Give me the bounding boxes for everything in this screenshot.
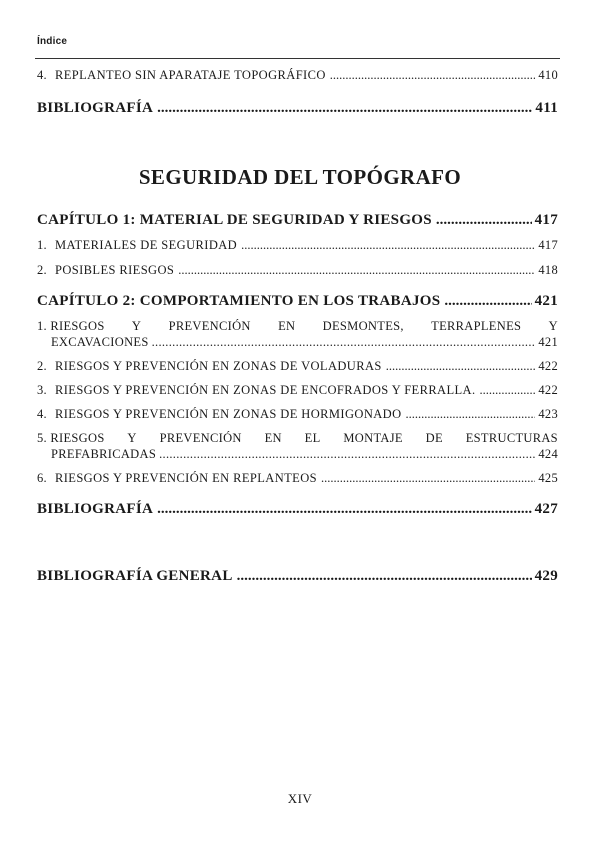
toc-entry-title: MATERIALES DE SEGURIDAD xyxy=(54,238,238,252)
toc-entry-bibliography[interactable] xyxy=(37,501,558,518)
toc-entry-number: 2. xyxy=(37,263,47,277)
toc-entry-page: 417 xyxy=(538,238,558,252)
chapter-page: 417 xyxy=(534,212,558,228)
word: 5. RIESGOS xyxy=(37,431,105,445)
dot-leader xyxy=(157,501,531,518)
toc-entry-page: 425 xyxy=(538,471,558,485)
toc-entry-riesgos[interactable] xyxy=(37,263,558,278)
toc-entry-page: 422 xyxy=(538,359,558,373)
dot-leader xyxy=(406,407,536,422)
word: Y xyxy=(548,319,558,333)
word: EN xyxy=(278,319,296,333)
toc-entry-title: REPLANTEO SIN APARATAJE TOPOGRÁFICO xyxy=(54,68,326,82)
toc-entry-title-line1 xyxy=(37,319,558,334)
toc-entry-number: 6. xyxy=(37,471,47,485)
toc-entry-title-continuation: PREFABRICADAS xyxy=(51,447,157,461)
toc-entry-page: 421 xyxy=(538,335,558,349)
toc-entry-replanteo[interactable] xyxy=(37,68,558,83)
word: PREVENCIÓN xyxy=(168,319,251,333)
word: 1. RIESGOS xyxy=(37,319,105,333)
toc-entry-page: 424 xyxy=(538,447,558,461)
toc-entry-page: 418 xyxy=(538,263,558,277)
toc-entry-page: 423 xyxy=(538,407,558,421)
section-title: SEGURIDAD DEL TOPÓGRAFO xyxy=(138,165,462,189)
toc-entry-page: 410 xyxy=(538,68,558,82)
page-number: XIV xyxy=(287,791,313,806)
toc-entry-bibliography-prev[interactable] xyxy=(37,100,558,117)
dot-leader xyxy=(157,100,532,117)
word: Y xyxy=(131,319,142,333)
toc-entry-title-line2 xyxy=(37,447,558,462)
toc-entry-voladuras[interactable] xyxy=(37,359,558,374)
toc-entry-page: 427 xyxy=(534,501,558,517)
dot-leader xyxy=(436,212,532,229)
toc-entry-encofrados[interactable] xyxy=(37,383,558,398)
toc-entry-materiales[interactable] xyxy=(37,238,558,253)
dot-leader xyxy=(444,293,531,310)
word: DE xyxy=(425,431,443,445)
dot-leader xyxy=(321,471,535,486)
word: TERRAPLENES xyxy=(431,319,522,333)
toc-entry-title: BIBLIOGRAFÍA xyxy=(37,501,154,517)
chapter-page: 421 xyxy=(534,293,558,309)
toc-entry-page: 411 xyxy=(535,100,558,116)
word: EN xyxy=(264,431,282,445)
dot-leader xyxy=(178,263,535,278)
toc-entry-number: 4. xyxy=(37,407,47,421)
word: EL xyxy=(304,431,321,445)
word: DESMONTES, xyxy=(322,319,404,333)
chapter-title: CAPÍTULO 1: MATERIAL DE SEGURIDAD Y RIESGOS xyxy=(37,212,432,228)
toc-chapter-2[interactable] xyxy=(37,293,558,310)
word: Y xyxy=(127,431,137,445)
dot-leader xyxy=(330,68,536,83)
header-rule xyxy=(35,58,560,59)
toc-entry-title: BIBLIOGRAFÍA GENERAL xyxy=(37,568,233,584)
toc-entry-hormigonado[interactable] xyxy=(37,407,558,422)
toc-entry-number: 2. xyxy=(37,359,47,373)
dot-leader xyxy=(386,359,536,374)
toc-entry-number: 3. xyxy=(37,383,47,397)
toc-entry-title: RIESGOS Y PREVENCIÓN EN REPLANTEOS xyxy=(54,471,317,485)
dot-leader xyxy=(159,447,535,462)
running-header: Índice xyxy=(37,36,68,47)
dot-leader xyxy=(241,238,535,253)
toc-entry-title: RIESGOS Y PREVENCIÓN EN ZONAS DE VOLADURAS xyxy=(54,359,382,373)
toc-entry-general-bibliography[interactable] xyxy=(37,568,558,585)
toc-entry-replanteos[interactable] xyxy=(37,471,558,486)
dot-leader xyxy=(237,568,532,585)
toc-entry-number: 4. xyxy=(37,68,47,82)
toc-entry-title-line2 xyxy=(37,335,558,350)
word: ESTRUCTURAS xyxy=(465,431,558,445)
toc-entry-number: 1. xyxy=(37,238,47,252)
toc-entry-title: RIESGOS Y PREVENCIÓN EN ZONAS DE ENCOFRADOS Y FERRALLA. xyxy=(54,383,476,397)
toc-entry-title-continuation: EXCAVACIONES xyxy=(51,335,149,349)
toc-entry-desmontes[interactable] xyxy=(37,319,558,350)
toc-entry-page: 429 xyxy=(534,568,558,584)
word: PREVENCIÓN xyxy=(159,431,242,445)
toc-entry-title-line1 xyxy=(37,431,558,446)
toc-entry-title: POSIBLES RIESGOS xyxy=(54,263,175,277)
chapter-title: CAPÍTULO 2: COMPORTAMIENTO EN LOS TRABAJOS xyxy=(37,293,441,309)
dot-leader xyxy=(480,383,536,398)
toc-entry-page: 422 xyxy=(538,383,558,397)
dot-leader xyxy=(152,335,536,350)
toc-entry-title: BIBLIOGRAFÍA xyxy=(37,100,154,116)
toc-chapter-1[interactable] xyxy=(37,212,558,229)
word: MONTAJE xyxy=(343,431,403,445)
toc-entry-title: RIESGOS Y PREVENCIÓN EN ZONAS DE HORMIGONADO xyxy=(54,407,402,421)
toc-entry-estructuras[interactable] xyxy=(37,431,558,462)
